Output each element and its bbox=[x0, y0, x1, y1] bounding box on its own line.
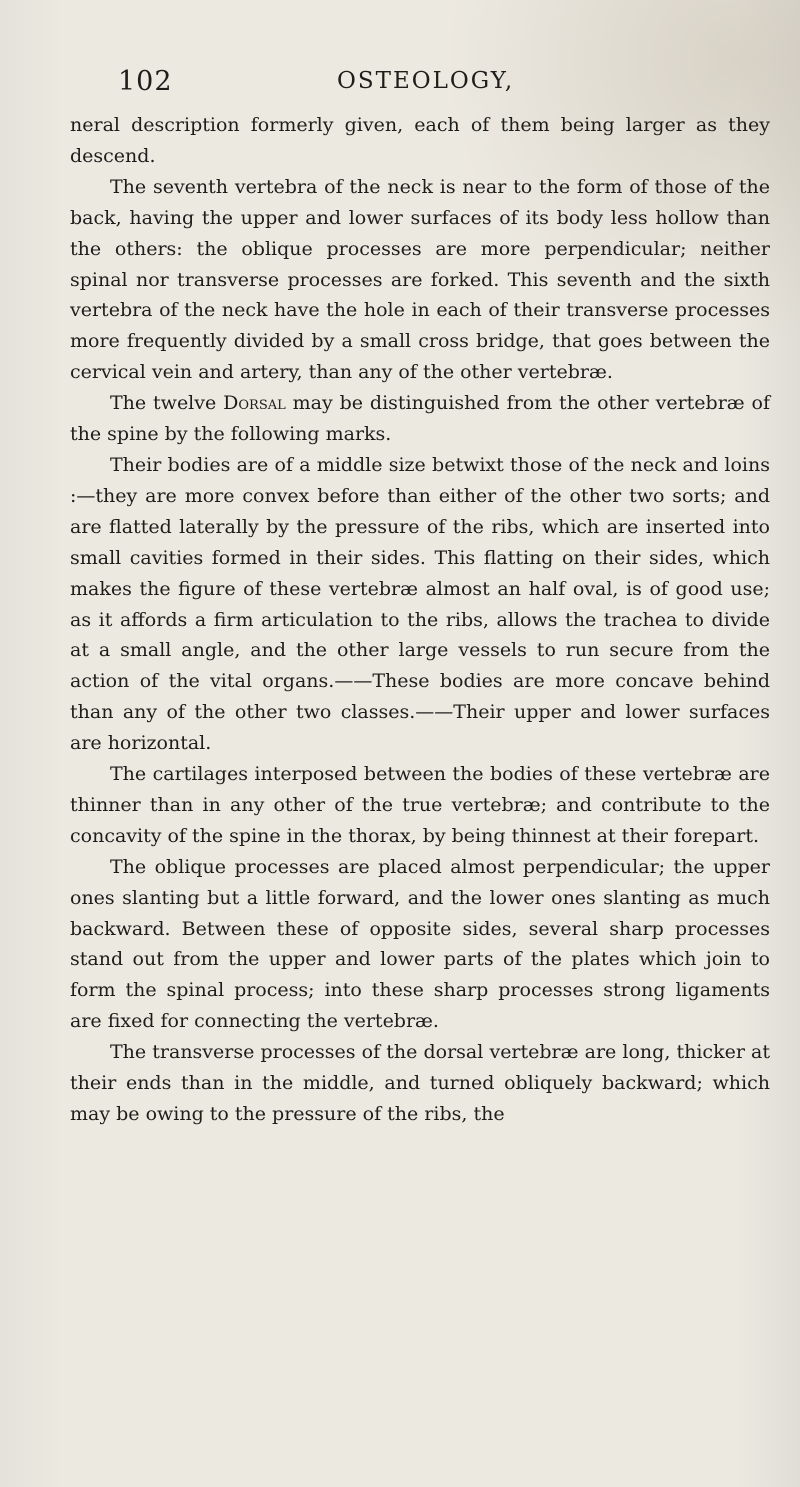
running-head: OSTEOLOGY, bbox=[337, 68, 515, 94]
body-text bbox=[70, 110, 770, 1130]
paragraph-dorsal-intro bbox=[70, 388, 770, 450]
paragraph-continuation: neral description formerly given, each of them being larger as they descend. bbox=[70, 114, 770, 167]
paragraph-oblique-processes: The oblique processes are placed almost perpendicular; the upper ones slanting but a little forward, and the lower ones slanting as much backward. Between these of opposite sides, several sharp processes stand out from the upper and lower parts of the plates which join to form the spinal process; into these sharp processes strong ligaments are fixed for connecting the vertebræ. bbox=[70, 855, 770, 1033]
paragraph-cartilages: The cartilages interposed between the bodies of these vertebræ are thinner than in any other of the true vertebræ; and contribute to the concavity of the spine in the thorax, by being thinnest at their forepart. bbox=[70, 763, 770, 847]
dorsal-intro-before: The twelve bbox=[110, 392, 224, 415]
paragraph-transverse-processes: The transverse processes of the dorsal vertebræ are long, thicker at their ends than in the middle, and turned obliquely backward; which may be owing to the pressure of the ribs, the bbox=[70, 1041, 770, 1125]
dorsal-term: Dorsal bbox=[223, 392, 286, 415]
page-header bbox=[0, 66, 800, 106]
paragraph-seventh-vertebra: The seventh vertebra of the neck is near to the form of those of the back, having the upper and lower surfaces of its body less hollow than the others: the oblique processes are more perpendicular; neither spinal nor transverse processes are forked. This seventh and the sixth vertebra of the neck have the hole in each of their transverse processes more frequently divided by a small cross bridge, that goes between the cervical vein and artery, than any of the other vertebræ. bbox=[70, 175, 770, 384]
dorsal-intro-after: may be distinguished from the other vertebræ of the spine by the following marks. bbox=[70, 392, 770, 446]
page-number: 102 bbox=[118, 66, 173, 97]
paragraph-dorsal-bodies: Their bodies are of a middle size betwixt those of the neck and loins :—they are more convex before than either of the other two sorts; and are flatted laterally by the pressure of the ribs, which are inserted into small cavities formed in their sides. This flatting on their sides, which makes the figure of these vertebræ almost an half oval, is of good use; as it affords a firm articulation to the ribs, allows the trachea to divide at a small angle, and the other large vessels to run secure from the action of the vital organs.——These bodies are more concave behind than any of the other two classes.——Their upper and lower surfaces are horizontal. bbox=[70, 453, 770, 755]
